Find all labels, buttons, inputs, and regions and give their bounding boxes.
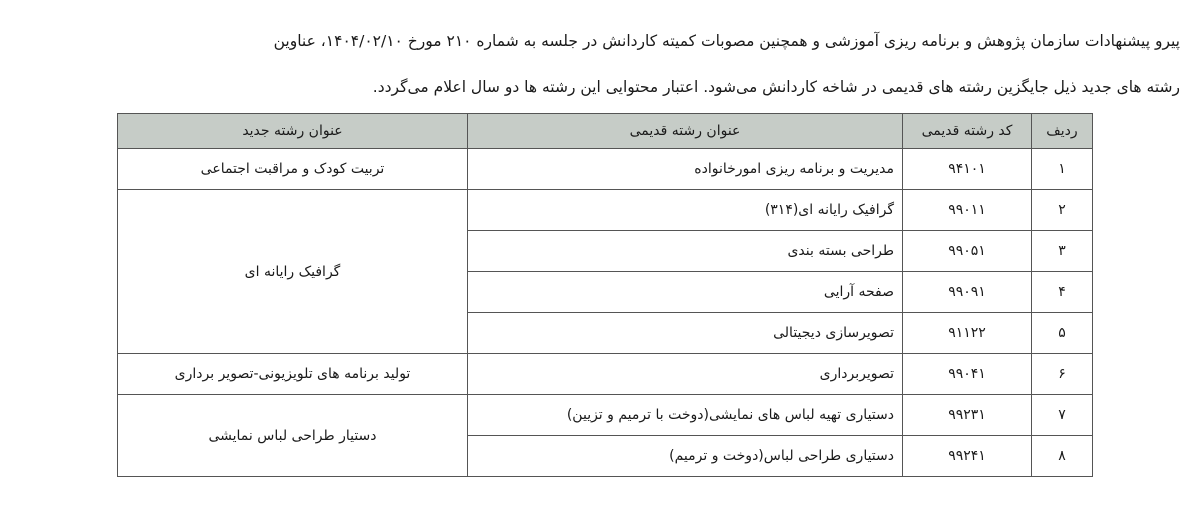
new-title: تربیت کودک و مراقبت اجتماعی: [118, 149, 468, 190]
old-code: ۹۹۲۴۱: [903, 436, 1032, 477]
row-number: ۲: [1032, 190, 1093, 231]
table-row: [118, 395, 1093, 436]
old-title: تصویربرداری: [468, 354, 903, 395]
row-number: ۵: [1032, 313, 1093, 354]
row-number: ۶: [1032, 354, 1093, 395]
row-number: ۳: [1032, 231, 1093, 272]
old-code: ۹۴۱۰۱: [903, 149, 1032, 190]
table-row: [118, 190, 1093, 231]
row-number: ۷: [1032, 395, 1093, 436]
old-title: تصویرسازی دیجیتالی: [468, 313, 903, 354]
row-number: ۱: [1032, 149, 1093, 190]
old-code: ۹۹۰۱۱: [903, 190, 1032, 231]
old-title: صفحه آرایی: [468, 272, 903, 313]
course-mapping-table: [117, 113, 1093, 477]
table-row: [118, 354, 1093, 395]
old-code: ۹۱۱۲۲: [903, 313, 1032, 354]
old-code: ۹۹۰۴۱: [903, 354, 1032, 395]
old-title: دستیاری طراحی لباس(دوخت و ترمیم): [468, 436, 903, 477]
paragraph-line-2: رشته های جدید ذیل جایگزین رشته های قدیمی در شاخه کاردانش می‌شود. اعتبار محتوایی این رشته ها دو سال اعلام می‌گردد.: [372, 78, 1180, 96]
header-new-title: عنوان رشته جدید: [118, 114, 468, 149]
header-old-code: کد رشته قدیمی: [903, 114, 1032, 149]
new-title: گرافیک رایانه ای: [118, 190, 468, 354]
row-number: ۴: [1032, 272, 1093, 313]
new-title: دستیار طراحی لباس نمایشی: [118, 395, 468, 477]
table-row: [118, 149, 1093, 190]
old-title: گرافیک رایانه ای(۳۱۴): [468, 190, 903, 231]
old-title: طراحی بسته بندی: [468, 231, 903, 272]
paragraph-line-1: پیرو پیشنهادات سازمان پژوهش و برنامه ریزی آموزشی و همچنین مصوبات کمیته کاردانش در جلسه به شماره ۲۱۰ مورخ ۱۴۰۴/۰۲/۱۰، عناوین: [273, 32, 1180, 50]
header-old-title: عنوان رشته قدیمی: [468, 114, 903, 149]
new-title: تولید برنامه های تلویزیونی-تصویر برداری: [118, 354, 468, 395]
old-title: مدیریت و برنامه ریزی امورخانواده: [468, 149, 903, 190]
table-header-row: [118, 114, 1093, 149]
old-title: دستیاری تهیه لباس های نمایشی(دوخت با ترمیم و تزیین): [468, 395, 903, 436]
header-row-number: ردیف: [1032, 114, 1093, 149]
row-number: ۸: [1032, 436, 1093, 477]
old-code: ۹۹۰۹۱: [903, 272, 1032, 313]
old-code: ۹۹۰۵۱: [903, 231, 1032, 272]
old-code: ۹۹۲۳۱: [903, 395, 1032, 436]
